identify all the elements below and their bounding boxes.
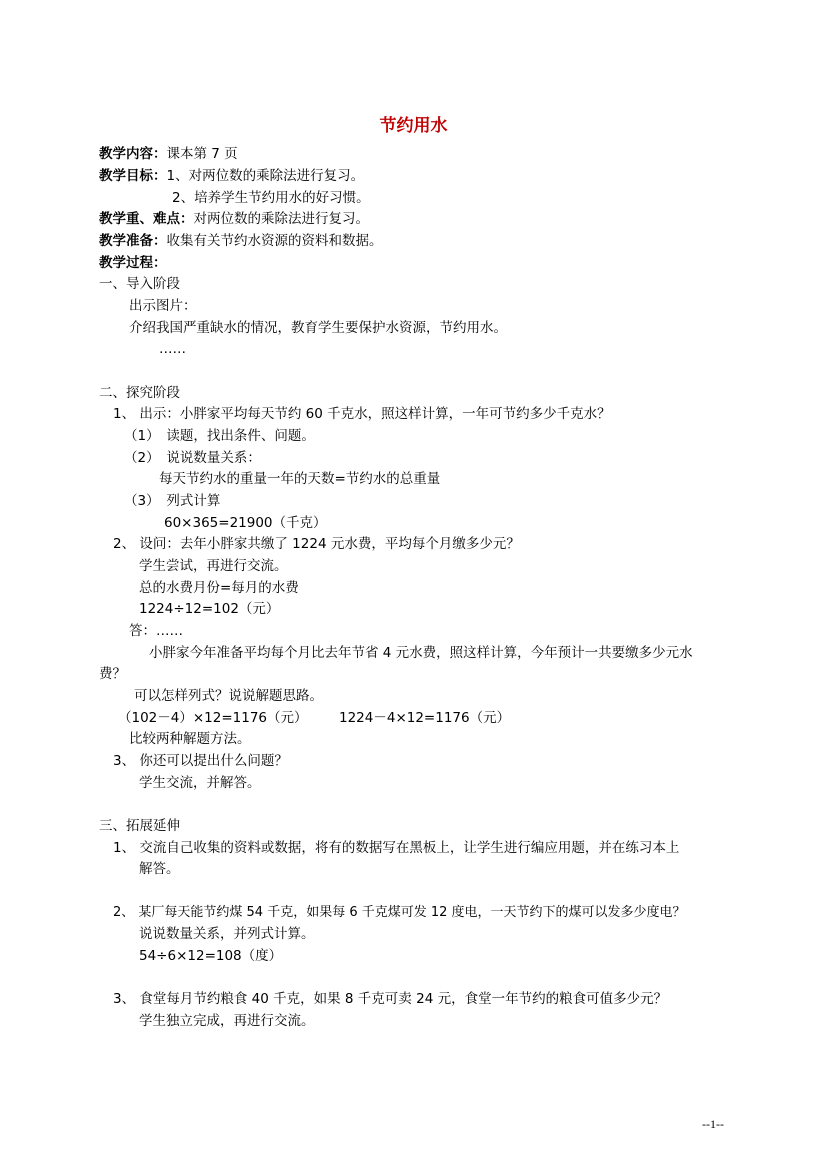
prep-line	[99, 232, 383, 250]
process-label: 教学过程：	[99, 255, 167, 271]
section-2-equation-1: 60×365=21900（千克）	[164, 515, 327, 531]
section-3-item-3: 3、 食堂每月节约粮食 40 千克，如果 8 千克可卖 24 元，食堂一年节约的粮食可值多少元？	[113, 991, 668, 1007]
section-2-solution-2: 1224－4×12=1176（元）	[339, 710, 511, 726]
section-2-prompt: 可以怎样列式？说说解题思路。	[134, 688, 323, 704]
prep-label: 教学准备：	[99, 233, 167, 249]
goal-item-2: 2、培养学生节约用水的好习惯。	[172, 190, 370, 206]
section-2-heading: 二、探究阶段	[99, 385, 180, 401]
section-2-relation-2: 总的水费月份=每月的水费	[139, 580, 299, 596]
key-label: 教学重、难点：	[99, 211, 194, 227]
section-2-item-2: 2、 设问：去年小胖家共缴了 1224 元水费，平均每个月缴多少元？	[113, 536, 520, 552]
section-2-solution-1: （102－4）×12=1176（元）	[118, 710, 308, 726]
goal-label: 教学目标：	[99, 168, 167, 184]
section-3-equation: 54÷6×12=108（度）	[139, 948, 283, 964]
section-2-item-1c: （3） 列式计算	[124, 493, 221, 509]
key-line	[99, 210, 369, 228]
section-2-answer: 答：……	[129, 623, 183, 639]
prep-text: 收集有关节约水资源的资料和数据。	[166, 233, 383, 249]
section-2-equation-2: 1224÷12=102（元）	[139, 601, 280, 617]
section-2-problem-cont: 费？	[99, 666, 126, 682]
section-3-item-1-cont: 解答。	[139, 861, 180, 877]
section-2-item-1: 1、 出示：小胖家平均每天节约 60 千克水，照这样计算，一年可节约多少千克水？	[113, 406, 611, 422]
content-label: 教学内容：	[99, 146, 167, 162]
section-3-item-2a: 说说数量关系，并列式计算。	[139, 926, 315, 942]
content-text: 课本第 7 页	[166, 146, 238, 162]
goal-line	[99, 167, 364, 185]
section-2-item-2a: 学生尝试，再进行交流。	[139, 558, 288, 574]
section-2-item-3a: 学生交流，并解答。	[139, 775, 261, 791]
section-1-line-a: 出示图片：	[129, 298, 197, 314]
page-title: 节约用水	[379, 116, 448, 136]
page-number: --1--	[702, 1117, 724, 1131]
content-line	[99, 145, 238, 163]
section-3-item-2: 2、 某厂每天能节约煤 54 千克，如果每 6 千克煤可发 12 度电，一天节约下的煤可以发多少度电？	[113, 905, 686, 920]
key-text: 对两位数的乘除法进行复习。	[193, 211, 369, 227]
section-2-relation-1: 每天节约水的重量一年的天数=节约水的总重量	[159, 471, 441, 487]
section-2-item-3: 3、 你还可以提出什么问题？	[113, 753, 288, 769]
goal-item-1: 1、对两位数的乘除法进行复习。	[166, 168, 365, 184]
section-2-compare: 比较两种解题方法。	[129, 731, 251, 747]
section-2-item-1b: （2） 说说数量关系：	[124, 450, 261, 466]
section-1-heading: 一、导入阶段	[99, 276, 180, 292]
section-2-item-1a: （1） 读题，找出条件、问题。	[124, 428, 315, 444]
section-3-item-3a: 学生独立完成，再进行交流。	[139, 1013, 315, 1029]
section-1-ellipsis: ……	[159, 341, 186, 357]
section-3-heading: 三、拓展延伸	[99, 818, 180, 834]
section-1-line-b: 介绍我国严重缺水的情况，教育学生要保护水资源，节约用水。	[129, 320, 507, 336]
section-2-problem: 小胖家今年准备平均每个月比去年节省 4 元水费，照这样计算，今年预计一共要缴多少元水	[149, 645, 693, 661]
section-3-item-1: 1、 交流自己收集的资料或数据，将有的数据写在黑板上，让学生进行编应用题，并在练习本上	[113, 840, 680, 856]
